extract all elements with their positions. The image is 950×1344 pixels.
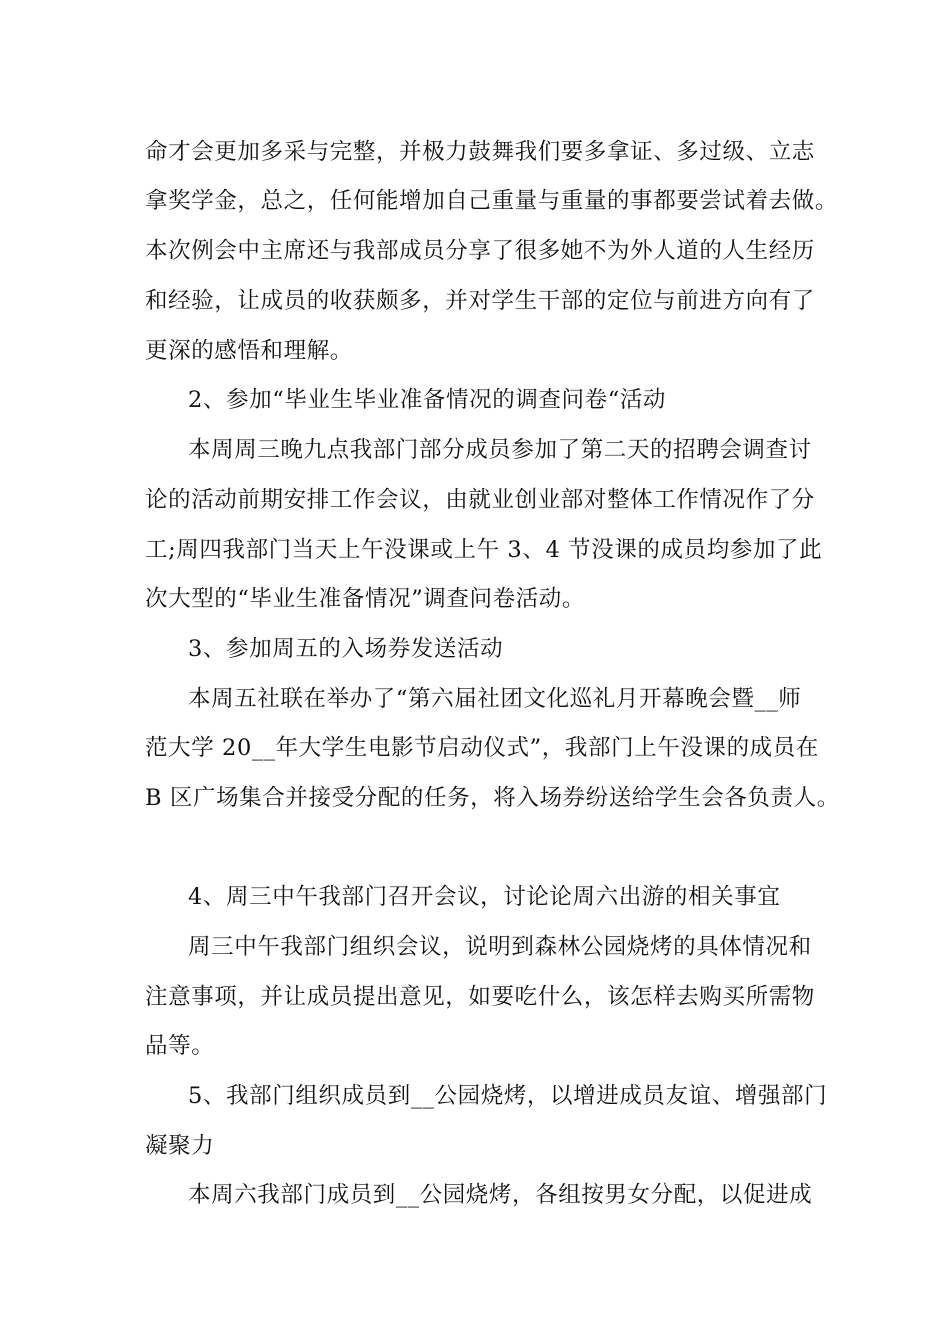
paragraph-line: 本次例会中主席还与我部成员分享了很多她不为外人道的人生经历 (145, 238, 815, 264)
paragraph-line: 周三中午我部门组织会议，说明到森林公园烧烤的具体情况和 (188, 934, 812, 960)
paragraph-line: 工;周四我部门当天上午没课或上午 3、4 节没课的成员均参加了此 (145, 537, 823, 563)
paragraph-line: 品等。 (145, 1033, 215, 1059)
paragraph-line: 次大型的“毕业生准备情况”调查问卷活动。 (145, 586, 586, 612)
paragraph-line: 和经验，让成员的收获颇多，并对学生干部的定位与前进方向有了 (145, 288, 815, 314)
paragraph-line: 拿奖学金，总之，任何能增加自己重量与重量的事都要尝试着去做。 (145, 188, 839, 214)
paragraph-line: 本周周三晚九点我部门部分成员参加了第二天的招聘会调查讨 (188, 437, 812, 463)
section-heading: 4、周三中午我部门召开会议，讨论论周六出游的相关事宜 (188, 884, 781, 910)
paragraph-line: 命才会更加多采与完整，并极力鼓舞我们要多拿证、多过级、立志 (145, 139, 815, 165)
paragraph-line: 注意事项，并让成员提出意见，如要吃什么，该怎样去购买所需物 (145, 984, 815, 1010)
paragraph-line: 本周六我部门成员到__公园烧烤，各组按男女分配，以促进成 (188, 1182, 813, 1208)
paragraph-line: 更深的感悟和理解。 (145, 338, 353, 364)
section-heading: 3、参加周五的入场券发送活动 (188, 636, 504, 662)
paragraph-line: 凝聚力 (145, 1133, 215, 1159)
paragraph-line: 论的活动前期安排工作会议，由就业创业部对整体工作情况作了分 (145, 487, 815, 513)
paragraph-line: 范大学 20__年大学生电影节启动仪式”，我部门上午没课的成员在 (145, 735, 819, 761)
paragraph-line: 本周五社联在举办了“第六届社团文化巡礼月开幕晚会暨__师 (188, 686, 802, 712)
section-heading: 5、我部门组织成员到__公园烧烤，以增进成员友谊、增强部门 (188, 1083, 828, 1109)
paragraph-line: B 区广场集合并接受分配的任务，将入场券纷送给学生会各负责人。 (145, 785, 840, 811)
section-heading: 2、参加“毕业生毕业准备情况的调查问卷“活动 (188, 387, 667, 413)
